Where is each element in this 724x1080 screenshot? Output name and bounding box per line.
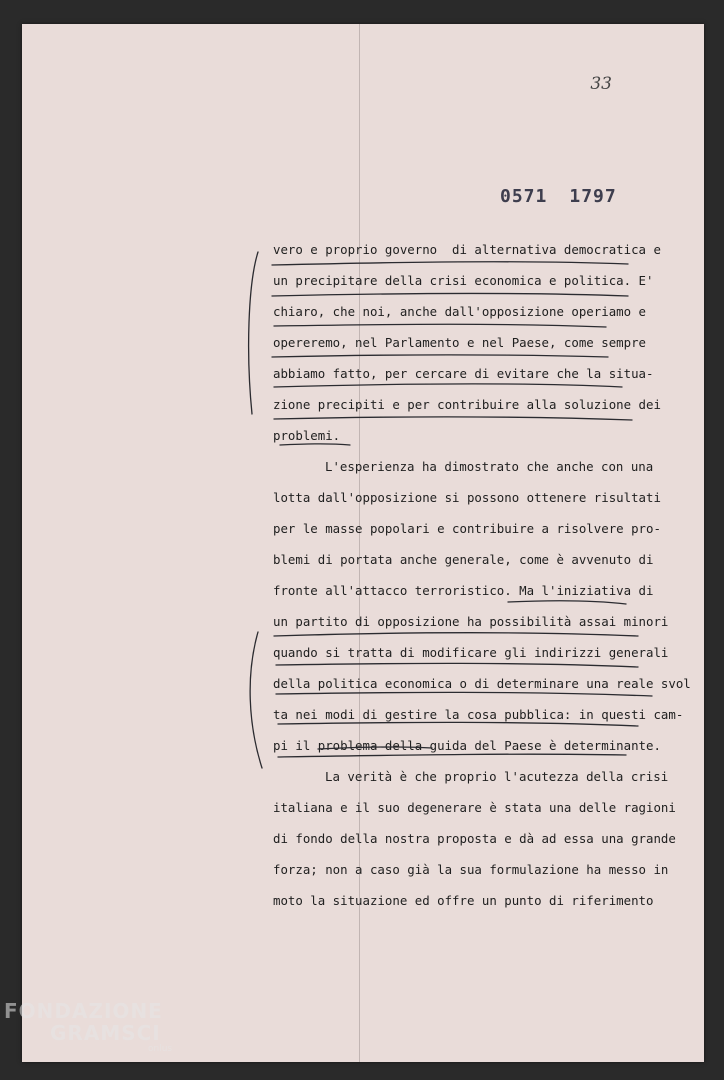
text-line: problemi. [273,428,341,443]
text-line: un partito di opposizione ha possibilità assai minori [273,614,669,629]
typed-text [273,234,691,916]
text-line: abbiamo fatto, per cercare di evitare che la situa- [273,366,654,381]
stamp-number-2: 1797 [569,186,617,207]
text-line: di fondo della nostra proposta e dà ad essa una grande [273,831,676,846]
margin-bracket [250,632,262,768]
watermark-line-2: GRAMSCI [50,1021,161,1045]
text-line: moto la situazione ed offre un punto di riferimento [273,893,654,908]
archive-stamp [500,186,617,207]
text-line: zione precipiti e per contribuire alla soluzione dei [273,397,661,412]
stamp-number-1: 0571 [500,186,548,207]
watermark-line-1: FONDAZIONE [4,999,163,1023]
margin-bracket [249,252,258,414]
text-line: un precipitare della crisi economica e politica. E' [273,273,654,288]
text-line: blemi di portata anche generale, come è avvenuto di [273,552,654,567]
page-number: 33 [590,74,612,94]
text-line: italiana e il suo degenerare è stata una delle ragioni [273,800,676,815]
text-line: opereremo, nel Parlamento e nel Paese, come sempre [273,335,646,350]
text-line: chiaro, che noi, anche dall'opposizione operiamo e [273,304,646,319]
foundation-watermark [4,1000,172,1054]
text-line: pi il problema della guida del Paese è determinante. [273,738,661,753]
text-line: ta nei modi di gestire la cosa pubblica: in questi cam- [273,707,684,722]
document-page [22,24,704,1062]
text-line: per le masse popolari e contribuire a risolvere pro- [273,521,661,536]
text-line: L'esperienza ha dimostrato che anche con una [325,459,654,474]
text-line: forza; non a caso già la sua formulazione ha messo in [273,862,669,877]
watermark-line-3: onlus [148,1044,173,1054]
text-line: della politica economica o di determinare una reale svol [273,676,691,691]
text-line: quando si tratta di modificare gli indirizzi generali [273,645,669,660]
text-line: fronte all'attacco terroristico. Ma l'iniziativa di [273,583,654,598]
text-line: La verità è che proprio l'acutezza della crisi [325,769,669,784]
text-line: lotta dall'opposizione si possono ottenere risultati [273,490,661,505]
text-line: vero e proprio governo di alternativa democratica e [273,242,661,257]
